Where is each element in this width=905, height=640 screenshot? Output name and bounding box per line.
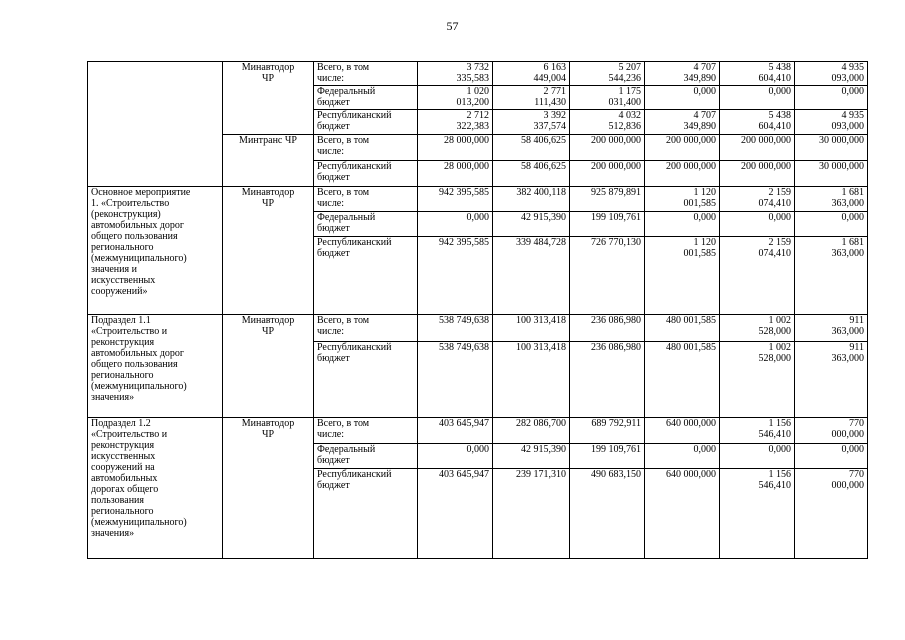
amount-cell: 1 120 001,585 (645, 187, 720, 212)
amount-cell: 726 770,130 (570, 237, 645, 315)
amount-cell: 200 000,000 (720, 161, 795, 187)
amount-cell: 4 032 512,836 (570, 110, 645, 135)
amount-cell: 0,000 (795, 444, 868, 469)
amount-cell: 770 000,000 (795, 418, 868, 444)
amount-cell: 199 109,761 (570, 444, 645, 469)
amount-cell: 42 915,390 (493, 212, 570, 237)
amount-cell: 538 749,638 (418, 342, 493, 418)
measure-cell: Подраздел 1.1 «Строительство и реконструкция автомобильных дорог общего пользования регионального (межмуниципального) значения» (88, 315, 223, 418)
executor-cell: Минавтодор ЧР (223, 315, 314, 418)
table-row (88, 315, 868, 342)
amount-cell: 382 400,118 (493, 187, 570, 212)
amount-cell: 200 000,000 (570, 161, 645, 187)
amount-cell: 0,000 (645, 86, 720, 110)
amount-cell: 770 000,000 (795, 469, 868, 559)
table-row (88, 187, 868, 212)
funding-source-cell: Всего, в том числе: (314, 135, 418, 161)
amount-cell: 1 681 363,000 (795, 187, 868, 212)
amount-cell: 200 000,000 (645, 161, 720, 187)
amount-cell: 28 000,000 (418, 161, 493, 187)
funding-source-cell: Республиканский бюджет (314, 342, 418, 418)
amount-cell: 1 156 546,410 (720, 418, 795, 444)
amount-cell: 30 000,000 (795, 135, 868, 161)
amount-cell: 100 313,418 (493, 342, 570, 418)
table-row (88, 418, 868, 444)
funding-source-cell: Федеральный бюджет (314, 212, 418, 237)
amount-cell: 0,000 (720, 444, 795, 469)
funding-source-cell: Всего, в том числе: (314, 62, 418, 86)
amount-cell: 28 000,000 (418, 135, 493, 161)
amount-cell: 942 395,585 (418, 237, 493, 315)
amount-cell: 640 000,000 (645, 469, 720, 559)
amount-cell: 200 000,000 (645, 135, 720, 161)
amount-cell: 942 395,585 (418, 187, 493, 212)
executor-cell: Минавтодор ЧР (223, 62, 314, 135)
funding-source-cell: Всего, в том числе: (314, 315, 418, 342)
amount-cell: 5 438 604,410 (720, 110, 795, 135)
amount-cell: 42 915,390 (493, 444, 570, 469)
measure-cell: Основное мероприятие 1. «Строительство (реконструкция) автомобильных дорог общего пользования регионального (межмуниципального) значения и искусственных сооружений» (88, 187, 223, 315)
amount-cell: 5 438 604,410 (720, 62, 795, 86)
amount-cell: 0,000 (795, 86, 868, 110)
executor-cell: Минавтодор ЧР (223, 187, 314, 315)
table-body (88, 62, 868, 559)
amount-cell: 282 086,700 (493, 418, 570, 444)
amount-cell: 58 406,625 (493, 161, 570, 187)
amount-cell: 2 771 111,430 (493, 86, 570, 110)
amount-cell: 236 086,980 (570, 315, 645, 342)
funding-source-cell: Республиканский бюджет (314, 469, 418, 559)
amount-cell: 403 645,947 (418, 469, 493, 559)
amount-cell: 339 484,728 (493, 237, 570, 315)
amount-cell: 480 001,585 (645, 315, 720, 342)
amount-cell: 1 002 528,000 (720, 342, 795, 418)
amount-cell: 2 159 074,410 (720, 187, 795, 212)
amount-cell: 1 681 363,000 (795, 237, 868, 315)
funding-source-cell: Федеральный бюджет (314, 444, 418, 469)
amount-cell: 689 792,911 (570, 418, 645, 444)
page-number: 57 (446, 19, 459, 33)
funding-source-cell: Всего, в том числе: (314, 187, 418, 212)
amount-cell: 538 749,638 (418, 315, 493, 342)
measure-cell: Подраздел 1.2 «Строительство и реконструкция искусственных сооружений на автомобильных дорогах общего пользования регионального (межмуниципального) значения» (88, 418, 223, 559)
amount-cell: 925 879,891 (570, 187, 645, 212)
table-row (88, 62, 868, 86)
funding-source-cell: Республиканский бюджет (314, 161, 418, 187)
amount-cell: 0,000 (720, 86, 795, 110)
amount-cell: 4 707 349,890 (645, 62, 720, 86)
funding-source-cell: Всего, в том числе: (314, 418, 418, 444)
amount-cell: 0,000 (720, 212, 795, 237)
amount-cell: 1 175 031,400 (570, 86, 645, 110)
amount-cell: 100 313,418 (493, 315, 570, 342)
amount-cell: 1 156 546,410 (720, 469, 795, 559)
amount-cell: 5 207 544,236 (570, 62, 645, 86)
amount-cell: 200 000,000 (720, 135, 795, 161)
amount-cell: 3 392 337,574 (493, 110, 570, 135)
amount-cell: 1 020 013,200 (418, 86, 493, 110)
amount-cell: 236 086,980 (570, 342, 645, 418)
measure-cell (88, 62, 223, 187)
amount-cell: 2 159 074,410 (720, 237, 795, 315)
amount-cell: 0,000 (645, 444, 720, 469)
amount-cell: 640 000,000 (645, 418, 720, 444)
amount-cell: 911 363,000 (795, 315, 868, 342)
amount-cell: 30 000,000 (795, 161, 868, 187)
amount-cell: 403 645,947 (418, 418, 493, 444)
funding-source-cell: Республиканский бюджет (314, 110, 418, 135)
amount-cell: 58 406,625 (493, 135, 570, 161)
amount-cell: 239 171,310 (493, 469, 570, 559)
amount-cell: 1 002 528,000 (720, 315, 795, 342)
amount-cell: 0,000 (418, 212, 493, 237)
amount-cell: 490 683,150 (570, 469, 645, 559)
amount-cell: 0,000 (645, 212, 720, 237)
amount-cell: 6 163 449,004 (493, 62, 570, 86)
amount-cell: 199 109,761 (570, 212, 645, 237)
amount-cell: 480 001,585 (645, 342, 720, 418)
funding-source-cell: Республиканский бюджет (314, 237, 418, 315)
amount-cell: 3 732 335,583 (418, 62, 493, 86)
amount-cell: 4 707 349,890 (645, 110, 720, 135)
amount-cell: 1 120 001,585 (645, 237, 720, 315)
amount-cell: 200 000,000 (570, 135, 645, 161)
amount-cell: 911 363,000 (795, 342, 868, 418)
amount-cell: 0,000 (795, 212, 868, 237)
amount-cell: 2 712 322,383 (418, 110, 493, 135)
budget-table (87, 61, 868, 559)
funding-source-cell: Федеральный бюджет (314, 86, 418, 110)
executor-cell: Минтранс ЧР (223, 135, 314, 187)
amount-cell: 4 935 093,000 (795, 110, 868, 135)
amount-cell: 4 935 093,000 (795, 62, 868, 86)
executor-cell: Минавтодор ЧР (223, 418, 314, 559)
amount-cell: 0,000 (418, 444, 493, 469)
